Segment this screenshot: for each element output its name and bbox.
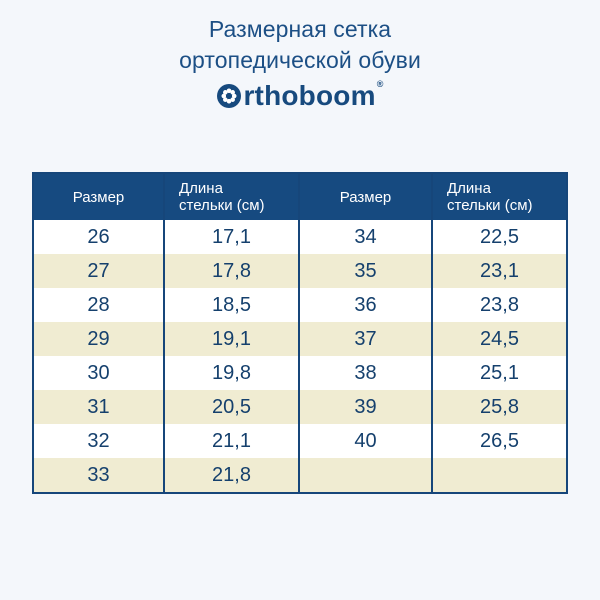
- brand-logo: [0, 80, 600, 112]
- length-cell-right: 26,5: [433, 424, 566, 458]
- column-size-left: [34, 174, 165, 492]
- size-cell-right: 34: [300, 220, 431, 254]
- size-cell-right: [300, 458, 431, 492]
- size-cell-right: 39: [300, 390, 431, 424]
- length-cell-right: 23,8: [433, 288, 566, 322]
- length-cell-left: 19,8: [165, 356, 298, 390]
- size-cell-left: 29: [34, 322, 163, 356]
- column-length-left: [165, 174, 300, 492]
- length-cell-left: 18,5: [165, 288, 298, 322]
- size-cell-right: 40: [300, 424, 431, 458]
- brand-wordmark: [216, 80, 383, 112]
- length-cell-right: 22,5: [433, 220, 566, 254]
- size-cell-left: 30: [34, 356, 163, 390]
- length-cell-left: 17,8: [165, 254, 298, 288]
- size-cell-left: 31: [34, 390, 163, 424]
- column-size-right: [300, 174, 433, 492]
- header-length-line-1: Длина: [447, 180, 491, 197]
- length-cell-right: 25,1: [433, 356, 566, 390]
- size-cell-right: 36: [300, 288, 431, 322]
- length-cell-left: 21,1: [165, 424, 298, 458]
- brand-name-rest: rthoboom: [243, 80, 376, 111]
- header-length-line-1: Длина: [179, 180, 223, 197]
- size-cell-right: 35: [300, 254, 431, 288]
- header-length-line-2: стельки (см): [179, 197, 265, 214]
- header-length-left: [165, 174, 298, 220]
- length-cell-right: 25,8: [433, 390, 566, 424]
- length-cell-right: [433, 458, 566, 492]
- length-cell-right: 23,1: [433, 254, 566, 288]
- size-cell-left: 26: [34, 220, 163, 254]
- brand-name: [216, 80, 375, 111]
- size-chart-table: [32, 172, 568, 494]
- registered-mark: ®: [376, 78, 384, 89]
- page-title-line-2: ортопедической обуви: [179, 47, 421, 73]
- header-length-line-2: стельки (см): [447, 197, 533, 214]
- size-cell-left: 27: [34, 254, 163, 288]
- length-cell-right: 24,5: [433, 322, 566, 356]
- length-cell-left: 20,5: [165, 390, 298, 424]
- header-size-left: Размер: [34, 174, 163, 220]
- size-cell-right: 38: [300, 356, 431, 390]
- size-cell-left: 32: [34, 424, 163, 458]
- size-cell-left: 33: [34, 458, 163, 492]
- length-cell-left: 21,8: [165, 458, 298, 492]
- column-length-right: [433, 174, 566, 492]
- size-cell-left: 28: [34, 288, 163, 322]
- flower-icon: [216, 83, 242, 109]
- size-cell-right: 37: [300, 322, 431, 356]
- length-cell-left: 19,1: [165, 322, 298, 356]
- header-length-right: [433, 174, 566, 220]
- header-size-right: Размер: [300, 174, 431, 220]
- header: [0, 14, 600, 112]
- length-cell-left: 17,1: [165, 220, 298, 254]
- page-title-line-1: Размерная сетка: [208, 16, 392, 42]
